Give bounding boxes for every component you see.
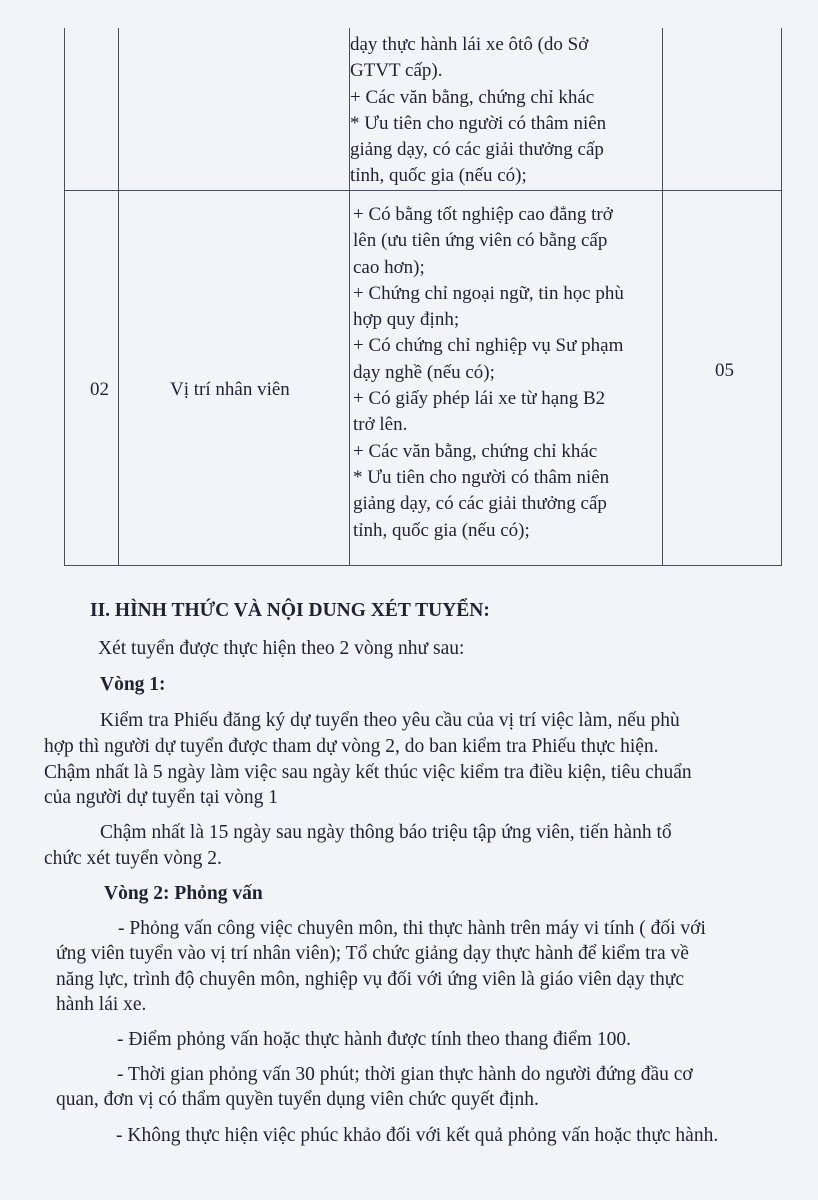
table-row-divider	[64, 190, 782, 191]
section-heading: II. HÌNH THỨC VÀ NỘI DUNG XÉT TUYỂN:	[90, 600, 490, 621]
round-2-paragraph-line: - Thời gian phỏng vấn 30 phút; thời gian thực hành do người đứng đầu cơ	[117, 1064, 693, 1085]
requirement-line: dạy nghề (nếu có);	[353, 361, 495, 383]
round-1-paragraph-line: của người dự tuyển tại vòng 1	[44, 787, 278, 808]
requirement-line: lên (ưu tiên ứng viên có bằng cấp	[353, 230, 608, 252]
requirement-line: + Các văn bằng, chứng chỉ khác	[353, 440, 598, 462]
round-2-paragraph-line: hành lái xe.	[56, 994, 147, 1015]
round-2-paragraph-line: năng lực, trình độ chuyên môn, nghiệp vụ đối với ứng viên là giáo viên dạy thực	[56, 969, 684, 990]
round-1-title: Vòng 1:	[100, 674, 166, 695]
requirement-line: tỉnh, quốc gia (nếu có);	[353, 519, 530, 541]
round-1-paragraph-line: Chậm nhất là 5 ngày làm việc sau ngày kết thúc việc kiểm tra điều kiện, tiêu chuẩn	[44, 762, 692, 783]
table-border-right	[781, 28, 782, 566]
requirement-line: cao hơn);	[353, 256, 425, 278]
table-row-1-requirements	[350, 32, 650, 190]
table-border-left	[64, 28, 65, 566]
table-row-2-number: 02	[90, 379, 109, 400]
requirement-line: * Ưu tiên cho người có thâm niên	[350, 112, 607, 134]
round-2-paragraph-line: quan, đơn vị có thẩm quyền tuyển dụng viên chức quyết định.	[56, 1089, 539, 1110]
round-1-paragraph-line: Kiểm tra Phiếu đăng ký dự tuyển theo yêu cầu của vị trí việc làm, nếu phù	[100, 710, 680, 731]
requirement-line: * Ưu tiên cho người có thâm niên	[353, 466, 610, 488]
round-1-paragraph-line: Chậm nhất là 15 ngày sau ngày thông báo triệu tập ứng viên, tiến hành tổ	[100, 822, 672, 843]
table-col-divider-1	[118, 28, 119, 566]
requirement-line: + Có giấy phép lái xe từ hạng B2	[353, 388, 606, 410]
round-2-paragraph-line: ứng viên tuyển vào vị trí nhân viên); Tổ chức giảng dạy thực hành để kiểm tra về	[56, 943, 689, 964]
table-border-bottom	[64, 565, 782, 566]
round-2-title: Vòng 2: Phỏng vấn	[104, 883, 263, 904]
round-2-paragraph-line: - Không thực hiện việc phúc khảo đối với kết quả phỏng vấn hoặc thực hành.	[116, 1125, 719, 1146]
table-row-2-quantity: 05	[715, 360, 734, 381]
requirement-line: dạy thực hành lái xe ôtô (do Sở	[350, 34, 589, 55]
round-2-paragraph-line: - Phỏng vấn công việc chuyên môn, thi thực hành trên máy vi tính ( đối với	[118, 918, 706, 939]
requirement-line: + Các văn bằng, chứng chỉ khác	[350, 86, 595, 108]
requirement-line: GTVT cấp).	[350, 60, 443, 82]
requirement-line: + Có bằng tốt nghiệp cao đẳng trở	[353, 204, 613, 225]
round-1-paragraph-line: hợp thì người dự tuyển được tham dự vòng 2, do ban kiểm tra Phiếu thực hiện.	[44, 736, 659, 757]
requirement-line: trở lên.	[353, 414, 408, 436]
table-col-divider-3	[662, 28, 663, 566]
requirement-line: tỉnh, quốc gia (nếu có);	[350, 165, 527, 187]
requirement-line: hợp quy định;	[353, 309, 460, 331]
requirement-line: + Chứng chỉ ngoại ngữ, tin học phù	[353, 282, 624, 304]
table-row-2-position: Vị trí nhân viên	[170, 379, 290, 400]
round-2-paragraph-line: - Điểm phỏng vấn hoặc thực hành được tính theo thang điểm 100.	[117, 1029, 631, 1050]
requirement-line: giảng dạy, có các giải thưởng cấp	[353, 493, 607, 515]
requirement-line: giảng dạy, có các giải thưởng cấp	[350, 139, 604, 161]
round-1-paragraph-line: chức xét tuyển vòng 2.	[44, 848, 222, 869]
section-intro: Xét tuyển được thực hiện theo 2 vòng như sau:	[98, 638, 465, 659]
table-row-2-requirements	[353, 202, 653, 544]
recruitment-table	[64, 28, 782, 566]
requirement-line: + Có chứng chỉ nghiệp vụ Sư phạm	[353, 335, 624, 357]
